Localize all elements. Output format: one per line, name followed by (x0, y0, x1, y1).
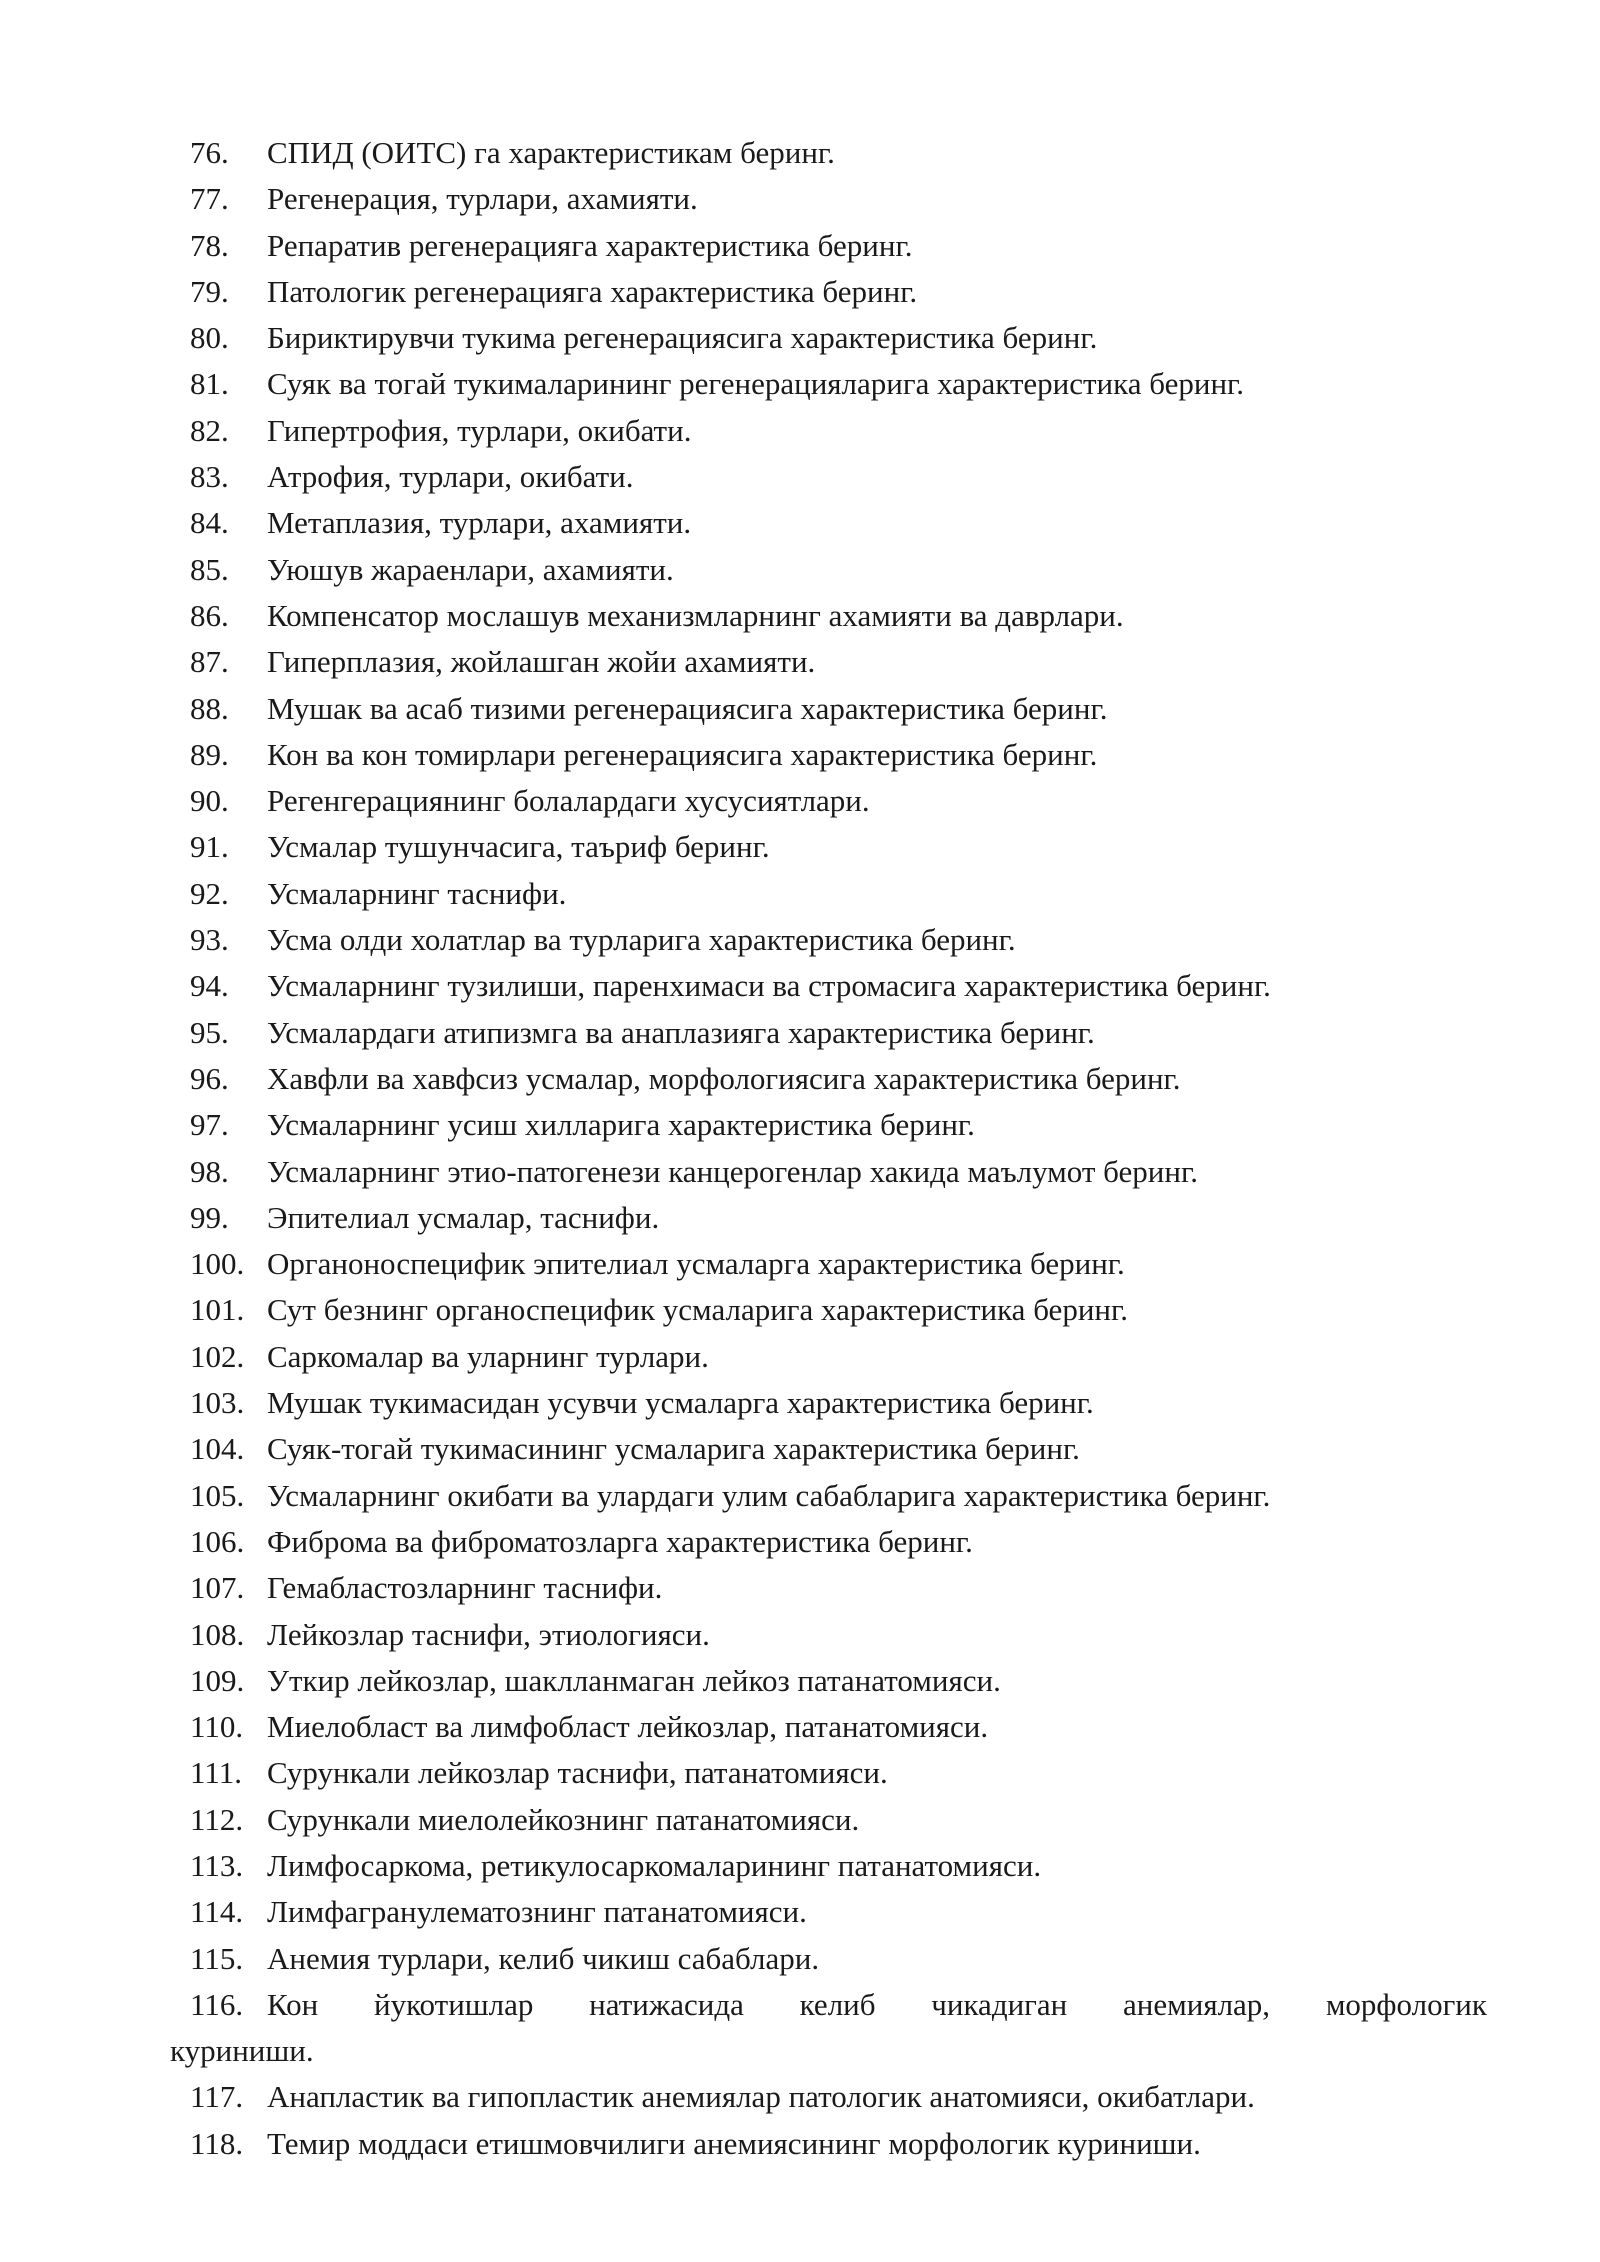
item-number: 104. (190, 1431, 245, 1467)
list-item (190, 223, 1490, 269)
list-item (190, 454, 1490, 500)
item-text: Уткир лейкозлар, шаклланмаган лейкоз патанатомияси. (267, 1662, 1001, 1698)
item-text: Усмаларнинг окибати ва улардаги улим сабабларига характеристика беринг. (267, 1477, 1271, 1513)
item-text: Регенгерациянинг болалардаги хусусиятлари. (267, 783, 870, 819)
item-text-continuation: куриниши. (170, 2033, 314, 2069)
item-number: 87. (190, 644, 229, 680)
item-text: Усмаларнинг усиш хилларига характеристика беринг. (267, 1107, 975, 1143)
item-number: 117. (190, 2079, 244, 2115)
item-number: 80. (190, 320, 229, 356)
item-number: 83. (190, 459, 229, 495)
list-item (190, 408, 1490, 454)
item-text: Регенерация, турлари, ахамияти. (267, 181, 698, 217)
item-text: Усмаларнинг этио-патогенези канцерогенлар хакида маълумот беринг. (267, 1153, 1198, 1189)
item-text: Фиброма ва фиброматозларга характеристика беринг. (267, 1523, 973, 1559)
list-item (190, 871, 1490, 917)
list-item (190, 500, 1490, 546)
item-number: 90. (190, 783, 229, 819)
item-text: Усмаларнинг тузилиши, паренхимаси ва стромасига характеристика беринг. (267, 968, 1271, 1004)
item-text: Лимфагранулематознинг патанатомияси. (267, 1894, 807, 1930)
list-item (190, 1380, 1490, 1426)
list-item (190, 1149, 1490, 1195)
list-item (190, 315, 1490, 361)
list-item (190, 1426, 1490, 1472)
item-text: Усмалардаги атипизмга ва анаплазияга характеристика беринг. (267, 1014, 1095, 1050)
list-item (190, 1473, 1490, 1519)
list-item (190, 963, 1490, 1009)
item-number: 116. (190, 1986, 244, 2022)
item-text: Гиперплазия, жойлашган жойи ахамияти. (267, 644, 816, 680)
list-item (190, 2074, 1490, 2120)
item-number: 101. (190, 1292, 245, 1328)
item-word: чикадиган (931, 1986, 1068, 2022)
list-item (190, 1658, 1490, 1704)
item-number: 109. (190, 1662, 245, 1698)
list-item (190, 732, 1490, 778)
item-number: 93. (190, 922, 229, 958)
list-item (190, 1102, 1490, 1148)
item-word: йукотишлар (373, 1986, 534, 2022)
item-word: келиб (799, 1986, 876, 2022)
item-number: 118. (190, 2125, 244, 2161)
item-text: Органоноспецифик эпителиал усмаларга характеристика беринг. (267, 1246, 1125, 1282)
item-text: Сут безнинг органоспецифик усмаларига характеристика беринг. (267, 1292, 1128, 1328)
item-text: Гипертрофия, турлари, окибати. (267, 412, 692, 448)
item-number: 84. (190, 505, 229, 541)
list-item (190, 1334, 1490, 1380)
item-number: 82. (190, 412, 229, 448)
item-text: Усма олди холатлар ва турларига характеристика беринг. (267, 922, 1016, 958)
item-text: Эпителиал усмалар, таснифи. (267, 1199, 660, 1235)
item-number: 88. (190, 690, 229, 726)
item-text: Миелобласт ва лимфобласт лейкозлар, патанатомияси. (267, 1709, 989, 1745)
item-text: Саркомалар ва уларнинг турлари. (267, 1338, 709, 1374)
list-item (190, 778, 1490, 824)
item-number: 91. (190, 829, 229, 865)
item-text: Репаратив регенерацияга характеристика беринг. (267, 227, 913, 263)
item-number: 81. (190, 366, 229, 402)
item-text: Анапластик ва гипопластик анемиялар патологик анатомияси, окибатлари. (267, 2079, 1255, 2115)
list-item (190, 1241, 1490, 1287)
item-number: 76. (190, 135, 229, 170)
item-number: 114. (190, 1894, 244, 1930)
list-item (190, 1010, 1490, 1056)
item-text: Сурункали лейкозлар таснифи, патанатомияси. (267, 1755, 888, 1791)
list-item (190, 269, 1490, 315)
list-item (190, 639, 1490, 685)
item-number: 95. (190, 1014, 229, 1050)
item-number: 89. (190, 736, 229, 772)
item-text: Уюшув жараенлари, ахамияти. (267, 551, 674, 587)
list-item (190, 130, 1490, 176)
list-item (190, 1889, 1490, 1935)
item-text: Кон ва кон томирлари регенерациясига характеристика беринг. (267, 736, 1098, 772)
item-word: Кон (267, 1986, 319, 2022)
item-text: Усмалар тушунчасига, таъриф беринг. (267, 829, 770, 865)
list-item (190, 1287, 1490, 1333)
list-item (190, 1750, 1490, 1796)
list-item (190, 2121, 1490, 2167)
item-number: 79. (190, 273, 229, 309)
item-text: Патологик регенерацияга характеристика беринг. (267, 273, 918, 309)
item-number: 86. (190, 597, 229, 633)
item-number: 103. (190, 1385, 245, 1421)
list-item (190, 361, 1490, 407)
item-number: 100. (190, 1246, 245, 1282)
item-text: Хавфли ва хавфсиз усмалар, морфологиясига характеристика беринг. (267, 1060, 1181, 1096)
item-text: Мушак ва асаб тизими регенерациясига характеристика беринг. (267, 690, 1108, 726)
list-item (190, 1704, 1490, 1750)
item-number: 85. (190, 551, 229, 587)
item-text: Суяк-тогай тукимасининг усмаларига характеристика беринг. (267, 1431, 1080, 1467)
list-item (190, 547, 1490, 593)
list-item (190, 176, 1490, 222)
item-number: 111. (190, 1755, 242, 1791)
item-text: Компенсатор мослашув механизмларнинг ахамияти ва даврлари. (267, 597, 1124, 633)
item-number: 115. (190, 1940, 244, 1976)
item-text: Атрофия, турлари, окибати. (267, 459, 634, 495)
list-item (190, 824, 1490, 870)
list-item (190, 1612, 1490, 1658)
item-number: 77. (190, 181, 229, 217)
item-text: Суяк ва тогай тукималарининг регенерацияларига характеристика беринг. (267, 366, 1245, 402)
item-text: Гемабластозларнинг таснифи. (267, 1570, 663, 1606)
item-first-line (190, 1982, 1487, 2028)
item-text: Метаплазия, турлари, ахамияти. (267, 505, 692, 541)
item-word: натижасида (589, 1986, 744, 2022)
item-number: 92. (190, 875, 229, 911)
item-number: 94. (190, 968, 229, 1004)
item-text: Усмаларнинг таснифи. (267, 875, 567, 911)
item-number: 98. (190, 1153, 229, 1189)
item-number: 108. (190, 1616, 245, 1652)
list-item (190, 593, 1490, 639)
item-text: Анемия турлари, келиб чикиш сабаблари. (267, 1940, 820, 1976)
list-item (170, 1982, 1490, 2075)
item-text: Темир моддаси етишмовчилиги анемиясининг морфологик куриниши. (267, 2125, 1201, 2161)
item-number: 112. (190, 1801, 244, 1837)
list-item (190, 686, 1490, 732)
item-number: 102. (190, 1338, 245, 1374)
list-item (190, 1797, 1490, 1843)
list-item (190, 1519, 1490, 1565)
list-item (190, 1195, 1490, 1241)
item-number: 99. (190, 1199, 229, 1235)
item-text: Лейкозлар таснифи, этиологияси. (267, 1616, 710, 1652)
item-number: 113. (190, 1847, 244, 1883)
item-text: Мушак тукимасидан усувчи усмаларга характеристика беринг. (267, 1385, 1094, 1421)
item-word: морфологик (1325, 1986, 1487, 2022)
question-list (170, 130, 1490, 2167)
item-number: 107. (190, 1570, 245, 1606)
item-number: 110. (190, 1709, 244, 1745)
item-number: 106. (190, 1523, 245, 1559)
item-text: Бириктирувчи тукима регенерациясига характеристика беринг. (267, 320, 1098, 356)
list-item (190, 1936, 1490, 1982)
item-number: 78. (190, 227, 229, 263)
list-item (190, 1565, 1490, 1611)
list-item (190, 917, 1490, 963)
item-number: 105. (190, 1477, 245, 1513)
item-number: 97. (190, 1107, 229, 1143)
item-number: 96. (190, 1060, 229, 1096)
item-text: Сурункали миелолейкознинг патанатомияси. (267, 1801, 860, 1837)
list-item (190, 1843, 1490, 1889)
item-word: анемиялар, (1123, 1986, 1271, 2022)
item-text: Лимфосаркома, ретикулосаркомаларининг патанатомияси. (267, 1847, 1042, 1883)
item-text: СПИД (ОИТС) га характеристикам беринг. (267, 135, 835, 170)
item-justified-words (267, 1982, 1487, 2028)
list-item (190, 1056, 1490, 1102)
